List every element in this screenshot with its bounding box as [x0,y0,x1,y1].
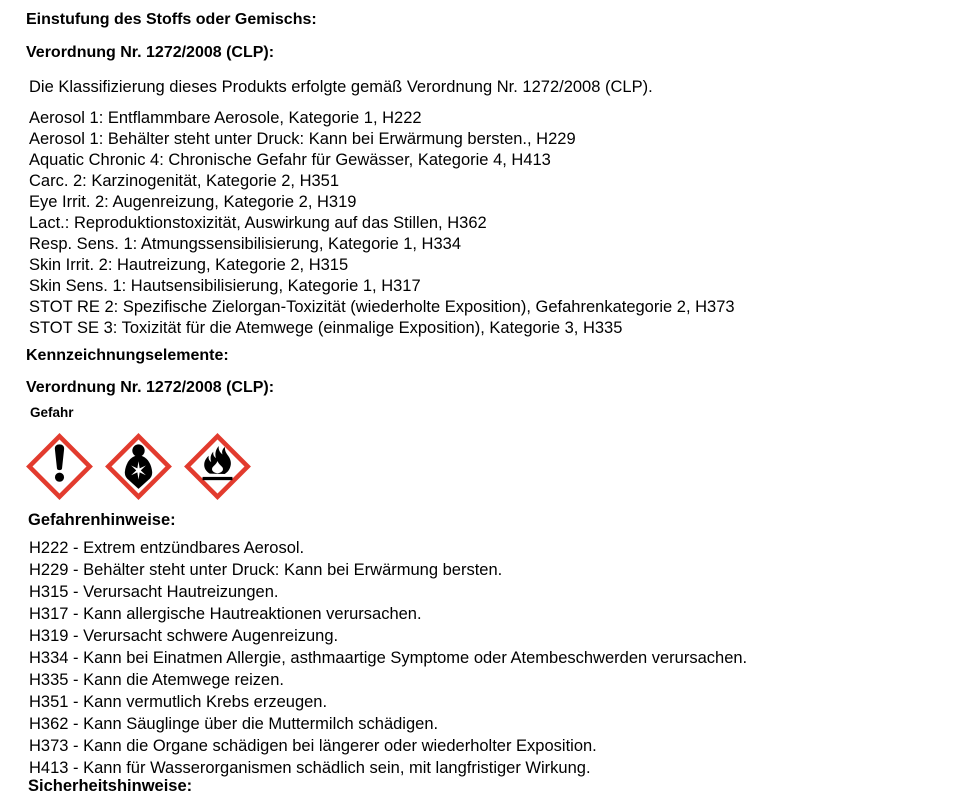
hazard-statements-heading: Gefahrenhinweise: [28,511,176,529]
classification-item: Skin Irrit. 2: Hautreizung, Kategorie 2, H315 [29,256,349,274]
classification-item: Lact.: Reproduktionstoxizität, Auswirkung auf das Stillen, H362 [29,214,487,232]
ghs02-flame-icon [185,434,250,499]
hazard-statement: H373 - Kann die Organe schädigen bei längerer oder wiederholter Exposition. [29,737,597,755]
classification-list [29,108,735,339]
ghs08-health-hazard-icon [106,434,171,499]
hazard-statement: H229 - Behälter steht unter Druck: Kann bei Erwärmung bersten. [29,561,503,579]
hazard-statement: H315 - Verursacht Hautreizungen. [29,583,279,601]
hazard-statement: H335 - Kann die Atemwege reizen. [29,671,284,689]
hazard-statement: H319 - Verursacht schwere Augenreizung. [29,627,339,645]
classification-item: Carc. 2: Karzinogenität, Kategorie 2, H351 [29,172,340,190]
hazard-statement: H413 - Kann für Wasserorganismen schädlich sein, mit langfristiger Wirkung. [29,759,591,777]
signal-word: Gefahr [30,405,74,420]
ghs07-exclamation-mark-icon [27,434,92,499]
hazard-statement: H334 - Kann bei Einatmen Allergie, asthmaartige Symptome oder Atembeschwerden verursachen. [29,649,748,667]
labelling-section-title: Kennzeichnungselemente: [26,347,229,364]
classification-item: Eye Irrit. 2: Augenreizung, Kategorie 2, H319 [29,193,357,211]
ghs-pictogram-row [27,434,250,499]
hazard-statement: H362 - Kann Säuglinge über die Muttermilch schädigen. [29,715,439,733]
hazard-statements-list [29,537,747,779]
hazard-statement: H351 - Kann vermutlich Krebs erzeugen. [29,693,328,711]
clipped-bottom-heading: Sicherheitshinweise: [28,777,193,795]
regulation-heading-1: Verordnung Nr. 1272/2008 (CLP): [26,44,275,61]
classification-item: Aerosol 1: Behälter steht unter Druck: Kann bei Erwärmung bersten., H229 [29,130,576,148]
classification-item: Resp. Sens. 1: Atmungssensibilisierung, Kategorie 1, H334 [29,235,461,253]
hazard-statement: H317 - Kann allergische Hautreaktionen verursachen. [29,605,422,623]
regulation-heading-2: Verordnung Nr. 1272/2008 (CLP): [26,379,275,396]
classification-item: Aquatic Chronic 4: Chronische Gefahr für Gewässer, Kategorie 4, H413 [29,151,551,169]
hazard-statement: H222 - Extrem entzündbares Aerosol. [29,539,305,557]
classification-item: STOT RE 2: Spezifische Zielorgan-Toxizität (wiederholte Exposition), Gefahrenkategorie 2, H373 [29,298,735,316]
classification-item: Aerosol 1: Entflammbare Aerosole, Kategorie 1, H222 [29,109,422,127]
classification-item: Skin Sens. 1: Hautsensibilisierung, Kategorie 1, H317 [29,277,421,295]
classification-section-title: Einstufung des Stoffs oder Gemischs: [26,11,317,28]
classification-intro: Die Klassifizierung dieses Produkts erfolgte gemäß Verordnung Nr. 1272/2008 (CLP). [29,78,653,96]
classification-item: STOT SE 3: Toxizität für die Atemwege (einmalige Exposition), Kategorie 3, H335 [29,319,623,337]
